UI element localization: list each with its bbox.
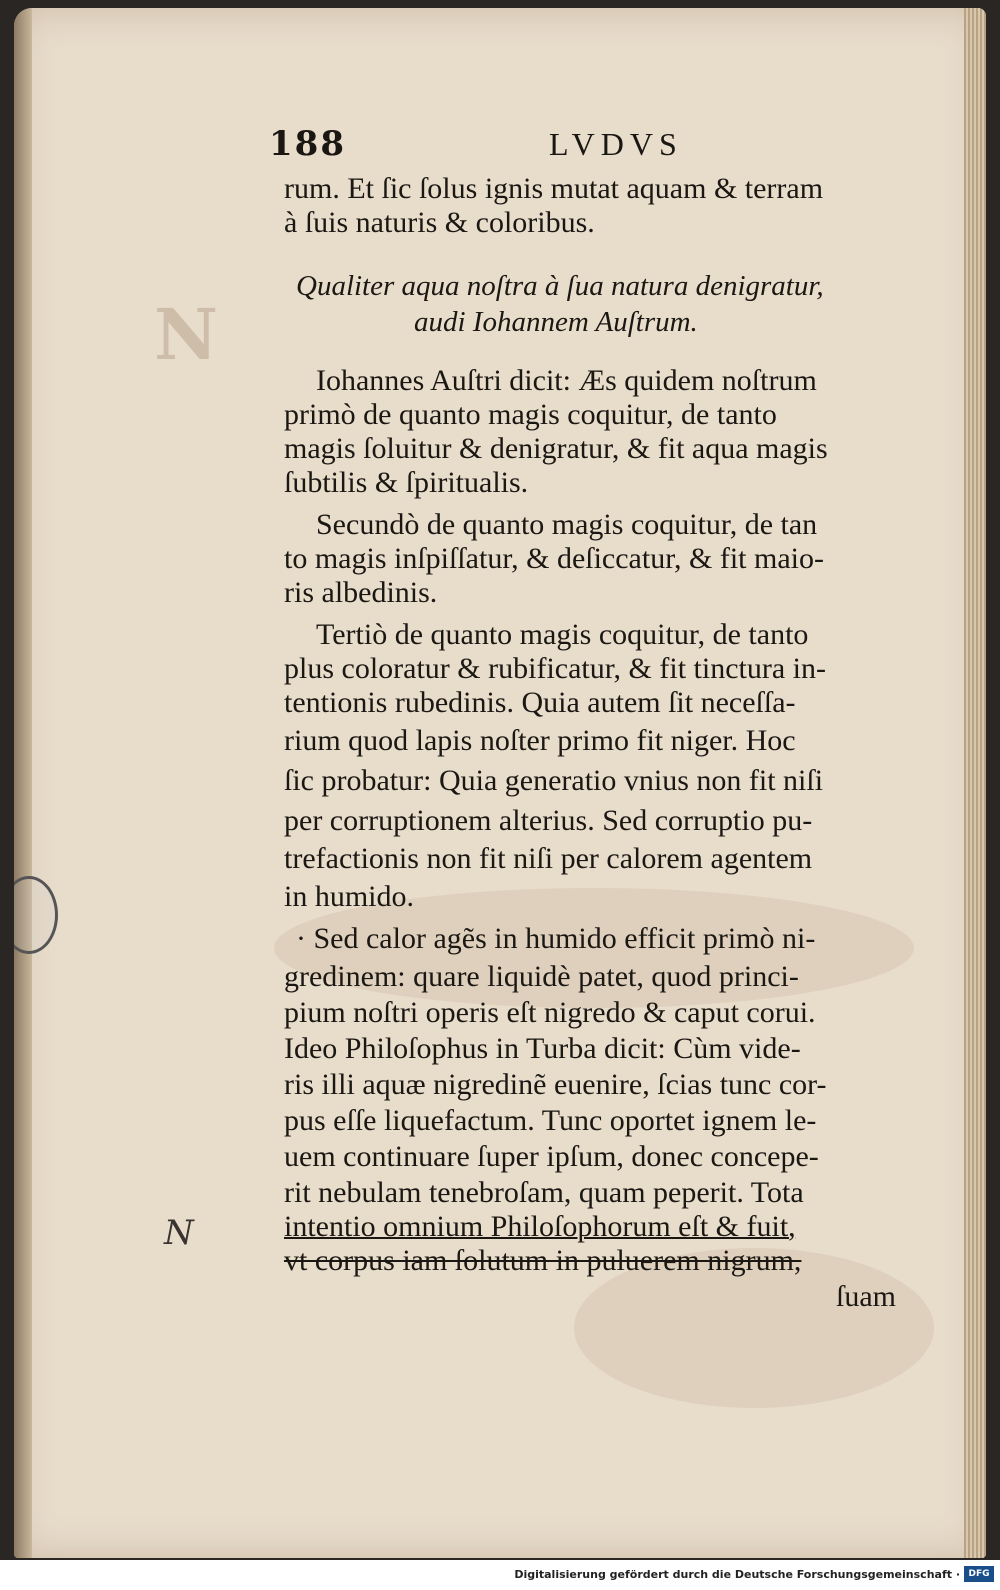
text-line: pus eſſe liquefactum. Tunc oportet ignem le- [284, 1104, 817, 1137]
text-line: trefactionis non fit niſi per calorem agentem [284, 842, 813, 875]
text-line: Tertiò de quanto magis coquitur, de tanto [316, 618, 809, 651]
binding-edge [14, 8, 32, 1558]
page-number: 188 [269, 124, 346, 164]
text-line: rium quod lapis noſter primo fit niger. Hoc [284, 724, 796, 757]
text-line: ris albedinis. [284, 576, 438, 609]
text-line: per corruptionem alterius. Sed corruptio pu- [284, 804, 813, 837]
running-head: LVDVS [549, 126, 683, 162]
footer-bar [0, 1560, 1000, 1590]
section-heading-line: Qualiter aqua noſtra à ſua natura denigratur, [296, 270, 824, 302]
text-line: pium noſtri operis eſt nigredo & caput corui. [284, 996, 816, 1029]
text-line: rum. Et ſic ſolus ignis mutat aquam & terram [284, 172, 824, 205]
dfg-logo: DFG [964, 1566, 994, 1582]
text-line: ſic probatur: Quia generatio vnius non fit niſi [284, 764, 824, 797]
clasp-ring [14, 876, 58, 954]
margin-annotation: N [164, 1213, 194, 1253]
section-heading-line: audi Iohannem Auſtrum. [414, 306, 698, 338]
text-line: plus coloratur & rubificatur, & fit tinctura in- [284, 652, 826, 685]
text-line: · Sed calor agẽs in humido efficit primò ni- [296, 922, 816, 955]
book-page [14, 8, 986, 1558]
catchword: ſuam [836, 1280, 896, 1313]
text-line: rit nebulam tenebroſam, quam peperit. Tota [284, 1176, 804, 1209]
page-edges [964, 8, 986, 1558]
text-line: gredinem: quare liquidè patet, quod princi- [284, 960, 799, 993]
underlined-line: intentio omnium Philoſophorum eſt & fuit, [284, 1210, 796, 1243]
footer-credit: Digitalisierung gefördert durch die Deutsche Forschungsgemeinschaft · [514, 1568, 960, 1581]
text-line: in humido. [284, 880, 415, 913]
text-line: to magis inſpiſſatur, & deſiccatur, & fit maio- [284, 542, 824, 575]
text-line: ſubtilis & ſpiritualis. [284, 466, 529, 499]
text-line: tentionis rubedinis. Quia autem ſit neceſſa- [284, 686, 796, 719]
text-line: ris illi aquæ nigredinẽ euenire, ſcias tunc cor- [284, 1068, 827, 1101]
text-line: primò de quanto magis coquitur, de tanto [284, 398, 777, 431]
page-header [269, 124, 909, 174]
text-line: Secundò de quanto magis coquitur, de tan [316, 508, 818, 541]
text-line: Iohannes Auſtri dicit: Æs quidem noſtrum [316, 364, 817, 397]
text-line: Ideo Philoſophus in Turba dicit: Cùm vide- [284, 1032, 801, 1065]
struck-line: vt corpus iam ſolutum in puluerem nigrum, [284, 1244, 802, 1277]
stamp-mark: N [154, 293, 218, 376]
text-line: uem continuare ſuper ipſum, donec concepe- [284, 1140, 819, 1173]
text-line: à ſuis naturis & coloribus. [284, 206, 595, 239]
text-line: magis ſoluitur & denigratur, & fit aqua magis [284, 432, 828, 465]
